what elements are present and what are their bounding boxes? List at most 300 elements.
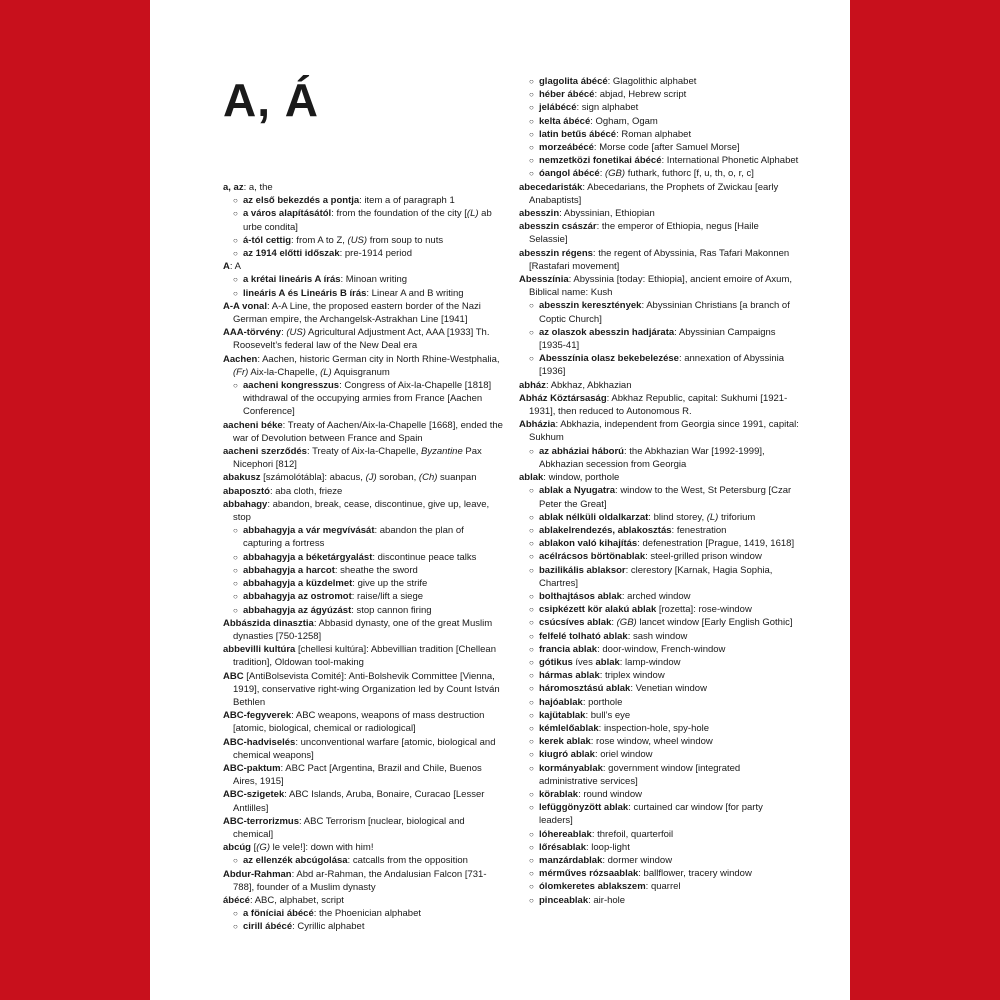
dictionary-subentry [519,894,799,907]
entry-text: : Abyssinian, Ethiopian [559,208,655,220]
circle-bullet-icon: ○ [529,552,534,562]
entry-text: : Minoan writing [340,274,408,286]
entry-text: : ABC Islands, Aruba, Bonaire, Curacao [Lesser Antlilles] [233,789,485,814]
dictionary-subentry [519,550,799,563]
entry-text: : round window [578,788,642,800]
circle-bullet-icon: ○ [233,288,238,298]
entry-headword: abbevilli kultúra [223,644,296,656]
entry-text: : Abbasid dynasty, one of the great Muslim dynasties [750-1258] [233,617,493,642]
entry-text: : ballflower, tracery window [638,868,752,880]
entry-headword: abbahagyja az ágyúzást [243,604,352,616]
entry-text: : from A to Z, [291,234,348,246]
entry-text: Aquisgranum [331,366,390,378]
entry-text: : Abkhazia, independent from Georgia since 1991, capital: Sukhum [529,419,799,444]
entry-text: [ [250,842,257,854]
circle-bullet-icon: ○ [529,750,534,760]
entry-headword: ABC-szigetek [223,789,285,801]
dictionary-subentry [519,299,799,325]
entry-headword: aacheni kongresszus [243,380,340,392]
circle-bullet-icon: ○ [529,842,534,852]
entry-text: : loop-light [586,841,630,853]
entry-headword: kerek ablak [539,736,591,748]
entry-text: : door-window, French-window [597,643,726,655]
entry-headword: pinceablak [539,894,589,906]
entry-text: : A-A Line, the proposed eastern border of the Nazi German empire, the Archangelsk-Astrakhan Line [1941] [233,300,481,326]
entry-text: : air-hole [588,894,626,906]
dictionary-subentry [519,88,799,101]
entry-text: [chellesi kultúra]: Abbevillian tradition [Chellean tradition], Oldowan tool-making [233,644,496,669]
entry-text: : Ogham, Ogam [590,115,658,127]
entry-text: : give up the strife [352,578,428,590]
circle-bullet-icon: ○ [529,512,534,522]
entry-headword: lóhereablak [539,828,592,840]
entry-headword: kiugró ablak [539,749,595,761]
entry-text: : inspection-hole, spy-hole [598,722,710,734]
circle-bullet-icon: ○ [529,895,534,905]
entry-text: lancet window [Early English Gothic] [636,617,793,629]
circle-bullet-icon: ○ [529,539,534,549]
circle-bullet-icon: ○ [529,789,534,799]
entry-text: : steel-grilled prison window [645,551,762,563]
entry-headword: ólomkeretes ablakszem [539,881,646,893]
entry-headword: abesszin régens [519,247,593,259]
circle-bullet-icon: ○ [233,909,238,919]
circle-bullet-icon: ○ [233,249,238,259]
entry-text: suanpan [437,472,477,484]
entry-headword: az ellenzék abcúgolása [243,855,348,867]
entry-text: le vele!]: down with him! [269,842,374,854]
page-heading: A, Á [223,74,319,126]
entry-headword: ablak a Nyugatra [539,485,616,497]
circle-bullet-icon: ○ [529,644,534,654]
dictionary-entry [519,273,799,299]
dictionary-subentry [519,788,799,801]
dictionary-entry [223,736,503,762]
entry-headword: aacheni szerződés [223,446,307,458]
entry-text: : Abyssinian Christians [a branch of Coptic Church] [539,300,790,325]
entry-headword: ablak [519,472,544,484]
circle-bullet-icon: ○ [529,605,534,615]
entry-text: : clerestory [Karnak, Hagia Sophia, Chartres] [539,564,773,589]
entry-text: : dormer window [602,854,673,866]
dictionary-subentry [223,207,503,233]
entry-text: : stop cannon firing [351,604,432,616]
entry-headword: a, az [223,182,244,193]
entry-text: Pax Nicephori [812] [233,446,482,471]
dictionary-subentry [223,524,503,550]
circle-bullet-icon: ○ [233,209,238,219]
entry-headword: abbahagyja az ostromot [243,591,352,603]
entry-headword: ablak [595,656,620,668]
dictionary-subentry [519,656,799,669]
entry-text: : porthole [582,696,623,708]
circle-bullet-icon: ○ [529,525,534,535]
circle-bullet-icon: ○ [529,116,534,126]
dictionary-subentry [519,445,799,471]
entry-headword: cirill ábécé [243,921,293,933]
dictionary-subentry [519,524,799,537]
circle-bullet-icon: ○ [233,275,238,285]
circle-bullet-icon: ○ [529,143,534,153]
circle-bullet-icon: ○ [529,697,534,707]
entry-text: : Treaty of Aix-la-Chapelle, [306,446,422,458]
entry-headword: glagolita ábécé [539,76,608,87]
circle-bullet-icon: ○ [529,327,534,337]
entry-text: ab urbe condita] [243,208,492,233]
entry-text: : blind storey, [648,511,707,523]
entry-headword: nemzetközi fonetikai ábécé [539,155,662,167]
entry-headword: abaposztó [223,485,270,497]
circle-bullet-icon: ○ [529,90,534,100]
dictionary-entry [519,181,799,207]
dictionary-subentry [223,247,503,260]
entry-text: (J) [365,472,377,484]
dictionary-subentry [519,590,799,603]
entry-text: : arched window [621,590,691,602]
dictionary-subentry [519,115,799,128]
entry-headword: francia ablak [539,643,598,655]
entry-text: Byzantine [421,446,463,458]
entry-text: : Abecedarians, the Prophets of Zwickau [early Anabaptists] [529,181,779,206]
entry-headword: kormányablak [539,762,603,774]
entry-text: (L) [706,511,719,523]
entry-text: (L) [466,208,479,220]
entry-text: : Abd ar-Rahman, the Andalusian Falcon [731-788], founder of a Muslim dynasty [233,868,487,893]
circle-bullet-icon: ○ [529,103,534,113]
circle-bullet-icon: ○ [529,671,534,681]
dictionary-subentry [519,167,799,180]
dictionary-entry [223,300,503,326]
dictionary-entry [223,670,503,710]
entry-text: : sign alphabet [576,102,639,114]
entry-headword: az abháziai háború [539,445,624,457]
entry-headword: abbahagyja a harcot [243,564,335,576]
entry-headword: A [223,261,230,273]
circle-bullet-icon: ○ [529,631,534,641]
dictionary-subentry [519,643,799,656]
entry-headword: Aachen [223,353,258,365]
dictionary-subentry [519,880,799,893]
dictionary-subentry [223,590,503,603]
entry-text: : Linear A and B writing [366,287,464,299]
entry-text: triforium [718,511,756,523]
entry-text: : defenestration [Prague, 1419, 1618] [637,538,795,550]
entry-headword: jelábécé [539,102,577,114]
entry-text: : bull’s eye [585,709,631,721]
entry-headword: az első bekezdés a pontja [243,195,360,207]
circle-bullet-icon: ○ [529,446,534,456]
left-column [223,181,503,934]
circle-bullet-icon: ○ [529,657,534,667]
dictionary-entry [519,471,799,484]
entry-text: : triplex window [599,670,665,682]
entry-text: : abandon, break, cease, discontinue, give up, leave, stop [233,498,490,524]
entry-text: from soup to nuts [367,234,444,246]
entry-text: : annexation of Abyssinia [1936] [539,353,785,378]
entry-text: : ABC, alphabet, script [249,894,344,906]
dictionary-entry [223,498,503,524]
entry-text: : raise/lift a siege [351,591,424,603]
entry-headword: lőrésablak [539,841,586,853]
entry-headword: Abházia [519,419,556,431]
dictionary-entry [519,207,799,220]
entry-text: : ABC Pact [Argentina, Brazil and Chile, Buenos Aires, 1915] [233,762,482,788]
entry-headword: latin betűs ábécé [539,128,617,140]
dictionary-subentry [519,128,799,141]
dictionary-entry [223,868,503,894]
circle-bullet-icon: ○ [233,592,238,602]
entry-text: (G) [256,842,270,854]
circle-bullet-icon: ○ [529,882,534,892]
circle-bullet-icon: ○ [529,169,534,179]
circle-bullet-icon: ○ [529,565,534,575]
circle-bullet-icon: ○ [529,354,534,364]
dictionary-subentry [223,194,503,207]
entry-text: : pre-1914 period [339,248,412,260]
entry-headword: acélrácsos börtönablak [539,551,646,563]
entry-text: : rose window, wheel window [590,736,713,748]
circle-bullet-icon: ○ [233,565,238,575]
entry-text: : Abyssinia [today: Ethiopia], ancient emoire of Axum, Biblical name: Kush [529,274,793,299]
circle-bullet-icon: ○ [233,552,238,562]
entry-headword: körablak [539,788,579,800]
entry-headword: óangol ábécé [539,168,600,180]
entry-headword: ABC-hadviselés [223,736,296,748]
dictionary-subentry [519,75,799,88]
entry-text: : Abyssinian Campaigns [1935-41] [539,326,776,352]
entry-text: [AntiBolsevista Comité]: Anti-Bolshevik Committee [Vienna, 1919], conservative right-wing Organization led by Count István Bethlen [233,670,500,708]
circle-bullet-icon: ○ [233,196,238,206]
circle-bullet-icon: ○ [529,591,534,601]
circle-bullet-icon: ○ [233,605,238,615]
entry-headword: A-A vonal [223,300,267,312]
entry-text: : Aachen, historic German city in North Rhine-Westphalia, [257,353,500,365]
entry-text: : [599,168,605,180]
entry-text: : Glagolithic alphabet [607,76,697,87]
entry-headword: ABC-terrorizmus [223,815,300,827]
dictionary-entry [223,260,503,273]
dictionary-subentry [223,287,503,300]
entry-text: : the regent of Abyssinia, Ras Tafari Makonnen [Rastafari movement] [529,247,790,272]
entry-text: : window, porthole [543,472,620,484]
dictionary-subentry [223,907,503,920]
dictionary-entry [223,471,503,484]
entry-headword: abakusz [223,472,261,484]
dictionary-entry [223,815,503,841]
dictionary-subentry [519,735,799,748]
entry-text: : sash window [627,630,688,642]
entry-text: : Roman alphabet [616,128,692,140]
dictionary-subentry [519,709,799,722]
entry-text: : the Abkhazian War [1992-1999], Abkhazian secession from Georgia [539,445,765,470]
entry-text: : abjad, Hebrew script [594,89,687,101]
entry-headword: Abesszínia [519,274,569,286]
entry-text: [rozetta]: rose-window [656,604,752,616]
dictionary-subentry [519,801,799,827]
circle-bullet-icon: ○ [529,829,534,839]
dictionary-subentry [519,326,799,352]
entry-text: : catcalls from the opposition [347,855,468,867]
dictionary-entry [223,617,503,643]
dictionary-entry [223,445,503,471]
dictionary-entry [223,762,503,788]
dictionary-entry [519,220,799,246]
entry-headword: ablakelrendezés, ablakosztás [539,524,672,536]
entry-headword: abesszin [519,208,560,220]
dictionary-subentry [223,604,503,617]
entry-text: : lamp-window [619,656,681,668]
dictionary-subentry [223,551,503,564]
circle-bullet-icon: ○ [233,579,238,589]
dictionary-entry [223,643,503,669]
entry-headword: az olaszok abesszin hadjárata [539,326,675,338]
circle-bullet-icon: ○ [529,618,534,628]
entry-text: (L) [320,366,332,378]
dictionary-subentry [519,722,799,735]
entry-text: (GB) [616,617,637,629]
entry-headword: kajütablak [539,709,586,721]
entry-headword: hajóablak [539,696,583,708]
entry-text: : International Phonetic Alphabet [661,155,799,167]
circle-bullet-icon: ○ [529,763,534,773]
circle-bullet-icon: ○ [233,922,238,932]
entry-text: : a, the [243,182,273,193]
dictionary-subentry [223,577,503,590]
circle-bullet-icon: ○ [233,235,238,245]
right-column [519,75,799,907]
circle-bullet-icon: ○ [233,526,238,536]
entry-text: : Venetian window [630,683,707,695]
dictionary-subentry [519,141,799,154]
entry-text: : threfoil, quarterfoil [591,828,674,840]
entry-headword: Abdur-Rahman [223,868,292,880]
dictionary-subentry [519,484,799,510]
dictionary-entry [223,485,503,498]
entry-text: Aix-la-Chapelle, [248,366,321,378]
dictionary-subentry [519,669,799,682]
circle-bullet-icon: ○ [529,301,534,311]
dictionary-subentry [223,379,503,419]
circle-bullet-icon: ○ [529,156,534,166]
entry-headword: kelta ábécé [539,115,591,127]
entry-headword: ablakon való kihajítás [539,538,638,550]
entry-text: : Abkhaz Republic, capital: Sukhumi [1921-1931], then reduced to Autonomous R. [529,392,788,418]
entry-headword: morzeábécé [539,142,594,154]
entry-text: : ABC weapons, weapons of mass destruction [atomic, biological, chemical or radiological] [233,710,485,735]
entry-text: : abandon the plan of capturing a fortress [243,525,464,550]
entry-text: : discontinue peace talks [372,551,477,563]
dictionary-subentry [519,352,799,378]
entry-text: : [281,327,287,339]
dictionary-subentry [519,616,799,629]
dictionary-entry [519,392,799,418]
entry-headword: abbahagyja a béketárgyalást [243,551,373,563]
entry-text: (GB) [605,168,626,180]
entry-text: : Cyrillic alphabet [292,921,365,933]
entry-text: : [611,617,617,629]
entry-text: : the emperor of Ethiopia, negus [Haile Selassie] [529,221,759,246]
entry-headword: Abesszínia olasz bekebelezése [539,353,679,365]
dictionary-subentry [519,854,799,867]
entry-text: : oriel window [594,749,653,761]
dictionary-subentry [519,828,799,841]
circle-bullet-icon: ○ [529,710,534,720]
dictionary-subentry [519,511,799,524]
entry-headword: ABC-paktum [223,762,281,774]
entry-text: [számolótábla]: abacus, [260,472,366,484]
dictionary-entry [223,353,503,379]
dictionary-subentry [519,762,799,788]
entry-text: : unconventional warfare [atomic, biological and chemical weapons] [233,736,496,761]
entry-text: soroban, [376,472,419,484]
dictionary-subentry [519,748,799,761]
entry-headword: a krétai lineáris A írás [243,274,341,286]
dictionary-entry [223,419,503,445]
entry-text: : A [229,261,241,273]
dictionary-entry [519,418,799,444]
entry-headword: abesszin császár [519,221,597,233]
entry-text: : aba cloth, frieze [269,485,343,497]
entry-text: : from the foundation of the city [ [331,208,467,220]
entry-text: : government window [integrated administrative services] [539,762,741,787]
entry-headword: ABC [223,670,244,682]
entry-headword: felfelé tolható ablak [539,630,628,642]
entry-headword: a föníciai ábécé [243,908,314,920]
circle-bullet-icon: ○ [529,486,534,496]
entry-headword: mérműves rózsaablak [539,868,639,880]
dictionary-subentry [223,854,503,867]
entry-headword: manzárdablak [539,854,603,866]
entry-text: (US) [347,234,368,246]
circle-bullet-icon: ○ [529,855,534,865]
entry-headword: csipkézett kör alakú ablak [539,604,657,616]
dictionary-subentry [519,537,799,550]
entry-headword: aacheni béke [223,419,283,431]
dictionary-subentry [519,630,799,643]
circle-bullet-icon: ○ [529,77,534,86]
circle-bullet-icon: ○ [529,684,534,694]
dictionary-entry [223,326,503,352]
entry-headword: gótikus [539,656,573,668]
dictionary-subentry [519,603,799,616]
dictionary-entry [519,379,799,392]
entry-text: íves [572,656,596,668]
entry-headword: bolthajtásos ablak [539,590,622,602]
entry-text: : window to the West, St Petersburg [Czar Peter the Great] [539,485,792,510]
dictionary-entry [223,181,503,194]
dictionary-subentry [223,564,503,577]
entry-text: : ABC Terrorism [nuclear, biological and chemical] [233,815,465,840]
entry-headword: bazilikális ablaksor [539,564,626,576]
dictionary-subentry [519,154,799,167]
dictionary-entry [519,247,799,273]
dictionary-subentry [519,564,799,590]
entry-headword: abecedaristák [519,181,583,193]
entry-headword: kémlelőablak [539,722,599,734]
dictionary-subentry [519,101,799,114]
entry-text: : the Phoenician alphabet [313,908,421,920]
entry-headword: hármas ablak [539,670,600,682]
entry-headword: ablak nélküli oldalkarzat [539,511,649,523]
circle-bullet-icon: ○ [233,381,238,391]
entry-text: : item a of paragraph 1 [359,195,455,207]
entry-text: : Congress of Aix-la-Chapelle [1818] withdrawal of the occupying armies from France [Aachen Conference] [243,380,492,418]
entry-text: : fenestration [671,524,727,536]
circle-bullet-icon: ○ [529,129,534,139]
dictionary-subentry [519,696,799,709]
entry-text: (US) [286,327,306,339]
entry-headword: Abbászida dinasztia [223,617,314,629]
